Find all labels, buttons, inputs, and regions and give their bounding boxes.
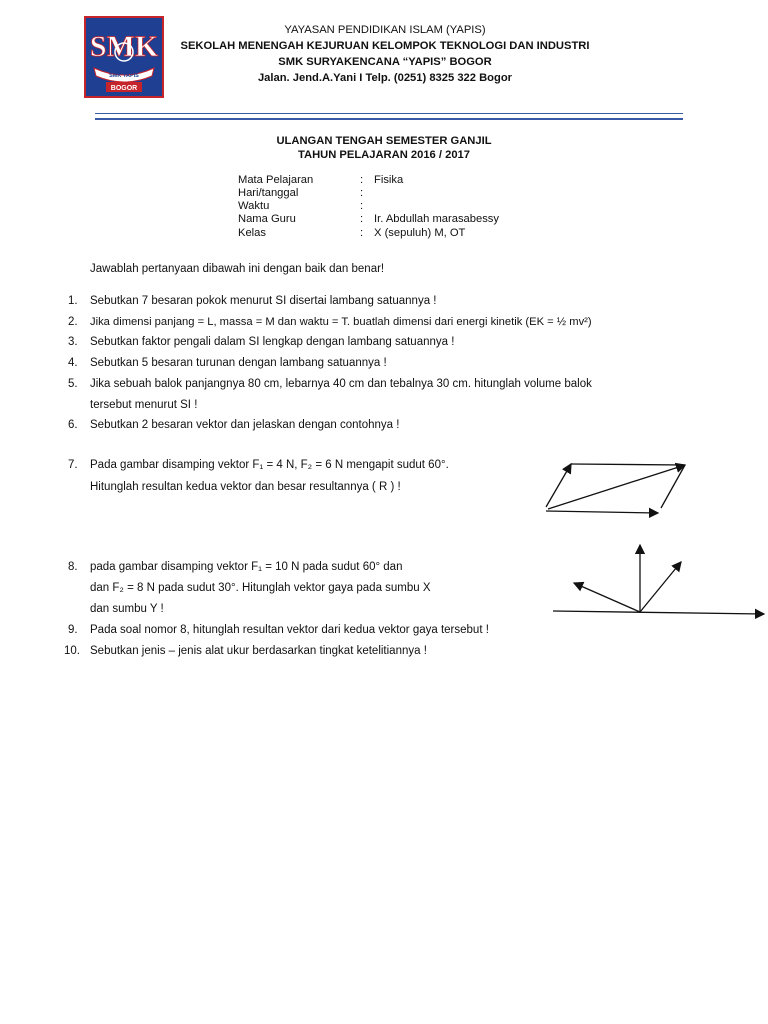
question-text-continued: dan F₂ = 8 N pada sudut 30°. Hitunglah vektor gaya pada sumbu X (90, 582, 431, 594)
info-label: Mata Pelajaran (238, 174, 314, 186)
logo-ribbon-text: SMK YAPIS (109, 73, 139, 79)
info-colon: : (360, 200, 364, 212)
info-label: Waktu (238, 200, 270, 212)
force-f2-arrow (574, 583, 640, 612)
question-text: Sebutkan faktor pengali dalam SI lengkap dengan lambang satuannya ! (90, 336, 455, 348)
header-divider-top (95, 113, 683, 114)
question-number: 8. (68, 561, 78, 573)
vector-f2-arrow (546, 511, 658, 513)
exam-title: ULANGAN TENGAH SEMESTER GANJIL (276, 135, 492, 147)
question-number: 9. (68, 624, 78, 636)
instruction: Jawablah pertanyaan dibawah ini dengan baik dan benar! (90, 263, 385, 275)
question-number: 7. (68, 459, 78, 471)
school-type: SEKOLAH MENENGAH KEJURUAN KELOMPOK TEKNOLOGI DAN INDUSTRI (180, 40, 590, 52)
question-text: Pada soal nomor 8, hitunglah resultan vektor dari kedua vektor gaya tersebut ! (90, 624, 489, 636)
info-label: Kelas (238, 227, 266, 239)
logo-city: BOGOR (110, 85, 138, 92)
info-value: X (sepuluh) M, OT (374, 227, 466, 239)
force-f1-arrow (640, 562, 681, 612)
question-text: Jika dimensi panjang = L, massa = M dan waktu = T. buatlah dimensi dari energi kinetik (EK = ½ mv²) (90, 316, 592, 328)
vector-parallelogram-figure (540, 455, 700, 523)
info-label: Hari/tanggal (238, 187, 299, 199)
vector-f1-arrow (546, 464, 571, 507)
question-number: 1. (68, 295, 78, 307)
question-number: 10. (64, 645, 80, 657)
academic-year: TAHUN PELAJARAN 2016 / 2017 (297, 149, 470, 161)
info-colon: : (360, 187, 364, 199)
question-text: Sebutkan 2 besaran vektor dan jelaskan dengan contohnya ! (90, 419, 400, 431)
question-text: Pada gambar disamping vektor F₁ = 4 N, F₂ = 6 N mengapit sudut 60°. (90, 459, 449, 471)
question-text-continued: Hitunglah resultan kedua vektor dan besar resultannya ( R ) ! (90, 481, 401, 493)
question-text: Sebutkan jenis – jenis alat ukur berdasarkan tingkat ketelitiannya ! (90, 645, 427, 657)
question-text: pada gambar disamping vektor F₁ = 10 N pada sudut 60° dan (90, 561, 403, 573)
school-name: SMK SURYAKENCANA “YAPIS” BOGOR (278, 56, 492, 68)
header-divider-bottom (95, 118, 683, 120)
school-address: Jalan. Jend.A.Yani I Telp. (0251) 8325 322 Bogor (257, 72, 513, 84)
info-colon: : (360, 227, 364, 239)
info-colon: : (360, 174, 364, 186)
info-colon: : (360, 213, 364, 225)
question-number: 5. (68, 378, 78, 390)
info-value: Fisika (374, 174, 404, 186)
info-label: Nama Guru (238, 213, 296, 225)
question-number: 6. (68, 419, 78, 431)
question-text: Sebutkan 7 besaran pokok menurut SI disertai lambang satuannya ! (90, 295, 437, 307)
foundation-name: YAYASAN PENDIDIKAN ISLAM (YAPIS) (284, 24, 486, 36)
x-axis-line (553, 611, 764, 614)
school-logo (84, 16, 164, 98)
question-text: Sebutkan 5 besaran turunan dengan lambang satuannya ! (90, 357, 387, 369)
question-text: Jika sebuah balok panjangnya 80 cm, lebarnya 40 cm dan tebalnya 30 cm. hitunglah volume balok (90, 378, 592, 390)
question-text-continued: tersebut menurut SI ! (90, 399, 198, 411)
question-number: 4. (68, 357, 78, 369)
logo-letters: SMK (89, 30, 159, 63)
question-number: 3. (68, 336, 78, 348)
question-number: 2. (68, 316, 78, 328)
force-vectors-figure (550, 540, 768, 630)
info-value: Ir. Abdullah marasabessy (374, 213, 499, 225)
question-text-continued: dan sumbu Y ! (90, 603, 164, 615)
parallelogram-top-edge (571, 464, 685, 465)
